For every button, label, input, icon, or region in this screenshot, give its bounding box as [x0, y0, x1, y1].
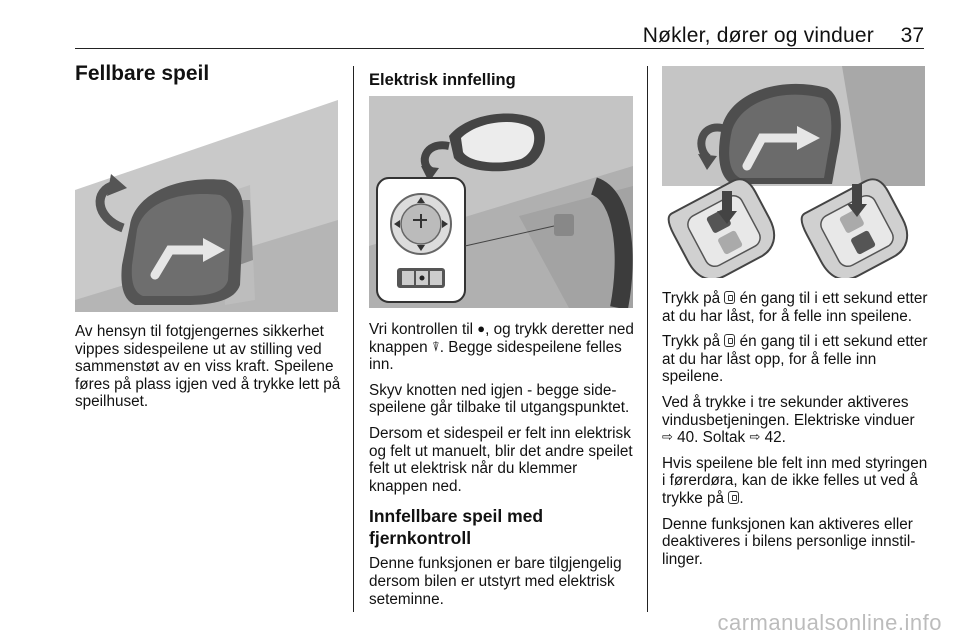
mirror-control-svg	[369, 96, 633, 308]
paragraph: Trykk på én gang til i ett sekund etter at du har låst opp, for å felle inn speilene.	[662, 333, 928, 386]
header-rule	[75, 48, 924, 49]
column-1	[75, 62, 340, 86]
reference-arrow-icon: ⇨	[662, 429, 673, 445]
unlock-key-icon	[728, 491, 739, 504]
remote-key-svg	[662, 66, 925, 278]
paragraph: Dersom et sidespeil er felt inn elektrisk og felt ut manuelt, blir det andre speilet felt ut elektrisk når du klemmer knappen ned.	[369, 424, 633, 495]
dot-icon: ●	[477, 321, 486, 336]
column-3-text	[662, 290, 928, 576]
reference-arrow-icon: ⇨	[749, 429, 761, 445]
mirror-fold-svg	[75, 100, 338, 312]
fold-button-icon: ⍒	[431, 338, 440, 354]
illustration-mirror-control	[369, 96, 633, 308]
paragraph: Ved å trykke i tre sekunder aktiveres vindusbetjeningen. Elektriske vinduer ⇨ 40. Soltak ⇨ 42.	[662, 393, 915, 447]
column-2-text	[369, 321, 635, 616]
paragraph: Hvis speilene ble felt inn med styringen i førerdøra, kan de ikke felles ut ved å trykke på .	[662, 454, 928, 507]
section-heading: Elektrisk innfelling	[369, 71, 516, 89]
paragraph: Skyv knotten ned igjen - begge sidespeilene går tilbake til utgangspunktet.	[369, 381, 630, 417]
illustration-remote-keys	[662, 66, 925, 278]
illustration-fold-mirror	[75, 100, 338, 312]
column-divider-2	[647, 66, 648, 612]
page-number: 37	[900, 24, 924, 47]
watermark: carmanualsonline.info	[717, 610, 942, 635]
paragraph: Denne funksjonen er bare tilgjengelig dersom bilen er utstyrt med elektrisk seteminne.	[369, 555, 622, 608]
paragraph: Vri kontrollen til ●, og trykk deretter ned knappen ⍒. Begge sidespeilene felles inn.	[369, 321, 634, 374]
lock-key-icon	[724, 291, 735, 304]
paragraph: Trykk på én gang til i ett sekund etter at du har låst, for å felle inn speilene.	[662, 290, 928, 325]
section-heading: Fellbare speil	[75, 62, 210, 85]
column-1-text	[75, 323, 343, 419]
header-title: Nøkler, dører og vinduer	[642, 24, 874, 47]
subheading: Innfellbare speil med fjernkontroll	[369, 506, 544, 549]
paragraph: Av hensyn til fotgjengernes sikkerhet vippes sidespeilene ut av stilling ved sammenstøt av en viss kraft. Speilene føres på plass igjen ved å trykke lett på speilhuset.	[75, 323, 341, 411]
unlock-key-icon	[724, 334, 735, 347]
column-2	[369, 68, 634, 90]
column-divider-1	[353, 66, 354, 612]
paragraph: Denne funksjonen kan aktiveres eller deaktiveres i bilens personlige innstillinger.	[662, 515, 916, 568]
